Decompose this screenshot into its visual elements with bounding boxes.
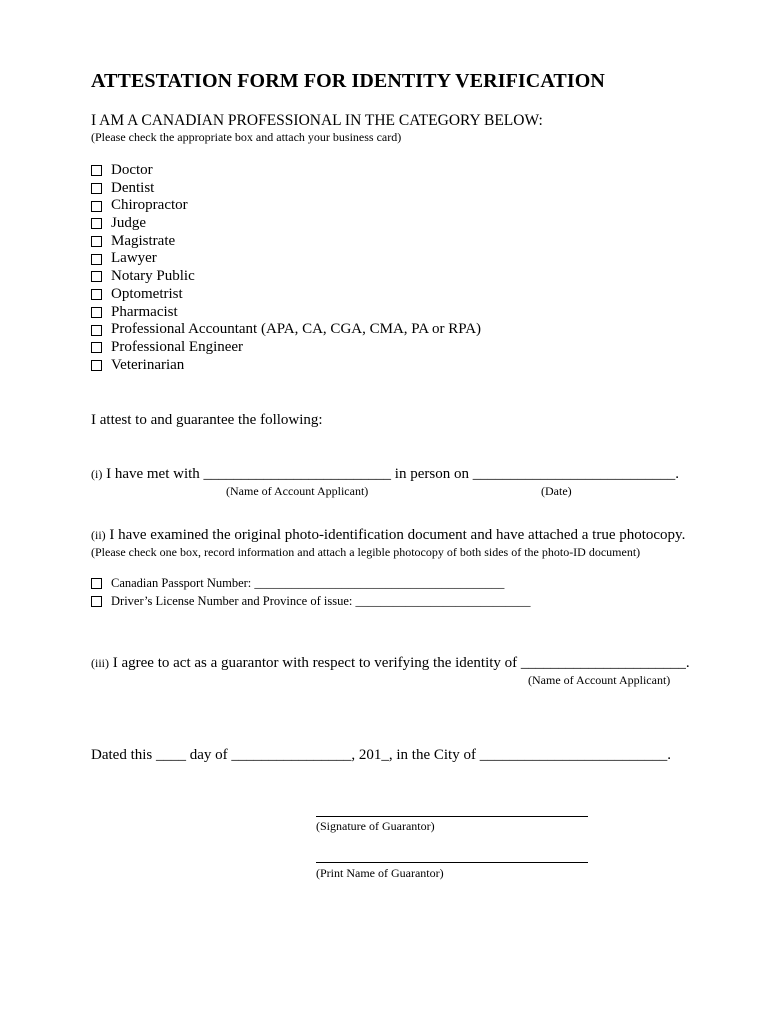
category-label: Pharmacist bbox=[111, 303, 178, 320]
category-item-doctor[interactable] bbox=[91, 162, 481, 180]
checkbox-icon[interactable] bbox=[91, 183, 102, 194]
id-option-passport[interactable] bbox=[91, 574, 531, 592]
checkbox-icon[interactable] bbox=[91, 307, 102, 318]
clause-ii bbox=[91, 527, 685, 544]
category-label: Professional Accountant (APA, CA, CGA, CMA, PA or RPA) bbox=[111, 321, 482, 338]
clause-iii-name-caption: (Name of Account Applicant) bbox=[528, 673, 671, 687]
clause-iii-text[interactable]: I agree to act as a guarantor with respect to verifying the identity of ______________________. bbox=[112, 655, 690, 671]
category-checklist bbox=[91, 162, 481, 374]
category-label: Lawyer bbox=[111, 250, 157, 267]
category-item-lawyer[interactable] bbox=[91, 250, 481, 268]
checkbox-icon[interactable] bbox=[91, 596, 102, 607]
attest-intro: I attest to and guarantee the following: bbox=[91, 412, 323, 428]
clause-i-text[interactable]: I have met with _________________________ in person on ___________________________. bbox=[106, 466, 679, 482]
category-item-optometrist[interactable] bbox=[91, 286, 481, 304]
checkbox-icon[interactable] bbox=[91, 289, 102, 300]
checkbox-icon[interactable] bbox=[91, 254, 102, 265]
category-item-professional-accountant[interactable] bbox=[91, 321, 481, 339]
category-label: Judge bbox=[111, 215, 146, 232]
form-title: ATTESTATION FORM FOR IDENTITY VERIFICATION bbox=[91, 70, 605, 92]
clause-iii-numeral: (iii) bbox=[91, 656, 109, 670]
checkbox-icon[interactable] bbox=[91, 360, 102, 371]
checkbox-icon[interactable] bbox=[91, 236, 102, 247]
checkbox-icon[interactable] bbox=[91, 342, 102, 353]
signature-caption: (Signature of Guarantor) bbox=[316, 819, 435, 833]
dated-line[interactable]: Dated this ____ day of ________________, 201_, in the City of _________________________. bbox=[91, 747, 671, 763]
category-item-magistrate[interactable] bbox=[91, 233, 481, 251]
category-label: Dentist bbox=[111, 179, 155, 196]
clause-i-date-caption: (Date) bbox=[541, 484, 572, 498]
signature-line[interactable] bbox=[316, 816, 588, 817]
print-name-line[interactable] bbox=[316, 862, 588, 863]
id-document-checklist bbox=[91, 574, 531, 610]
checkbox-icon[interactable] bbox=[91, 201, 102, 212]
checkbox-icon[interactable] bbox=[91, 271, 102, 282]
clause-ii-note: (Please check one box, record information and attach a legible photocopy of both sides of the photo-ID document) bbox=[91, 545, 641, 559]
category-item-judge[interactable] bbox=[91, 215, 481, 233]
checkbox-icon[interactable] bbox=[91, 578, 102, 589]
id-option-label: Canadian Passport Number: ________________________________________ bbox=[111, 576, 505, 590]
checkbox-icon[interactable] bbox=[91, 165, 102, 176]
id-option-label: Driver’s License Number and Province of issue: ____________________________ bbox=[111, 594, 531, 608]
category-item-dentist[interactable] bbox=[91, 180, 481, 198]
category-note: (Please check the appropriate box and attach your business card) bbox=[91, 130, 402, 144]
category-item-veterinarian[interactable] bbox=[91, 357, 481, 375]
category-item-notary-public[interactable] bbox=[91, 268, 481, 286]
category-item-pharmacist[interactable] bbox=[91, 304, 481, 322]
id-option-drivers-license[interactable] bbox=[91, 592, 531, 610]
clause-i-numeral: (i) bbox=[91, 467, 103, 481]
clause-ii-numeral: (ii) bbox=[91, 528, 106, 542]
category-label: Veterinarian bbox=[111, 356, 185, 373]
clause-ii-text: I have examined the original photo-identification document and have attached a true photocopy. bbox=[109, 527, 686, 543]
checkbox-icon[interactable] bbox=[91, 325, 102, 336]
category-label: Notary Public bbox=[111, 268, 195, 285]
category-label: Doctor bbox=[111, 162, 153, 178]
category-label: Professional Engineer bbox=[111, 338, 244, 355]
category-label: Chiropractor bbox=[111, 197, 188, 214]
category-item-chiropractor[interactable] bbox=[91, 197, 481, 215]
category-item-professional-engineer[interactable] bbox=[91, 339, 481, 357]
clause-i bbox=[91, 466, 679, 483]
category-heading: I AM A CANADIAN PROFESSIONAL IN THE CATEGORY BELOW: bbox=[91, 112, 543, 129]
checkbox-icon[interactable] bbox=[91, 218, 102, 229]
category-label: Optometrist bbox=[111, 285, 183, 302]
clause-iii bbox=[91, 655, 690, 672]
print-name-caption: (Print Name of Guarantor) bbox=[316, 866, 444, 880]
clause-i-name-caption: (Name of Account Applicant) bbox=[226, 484, 369, 498]
category-label: Magistrate bbox=[111, 232, 176, 249]
